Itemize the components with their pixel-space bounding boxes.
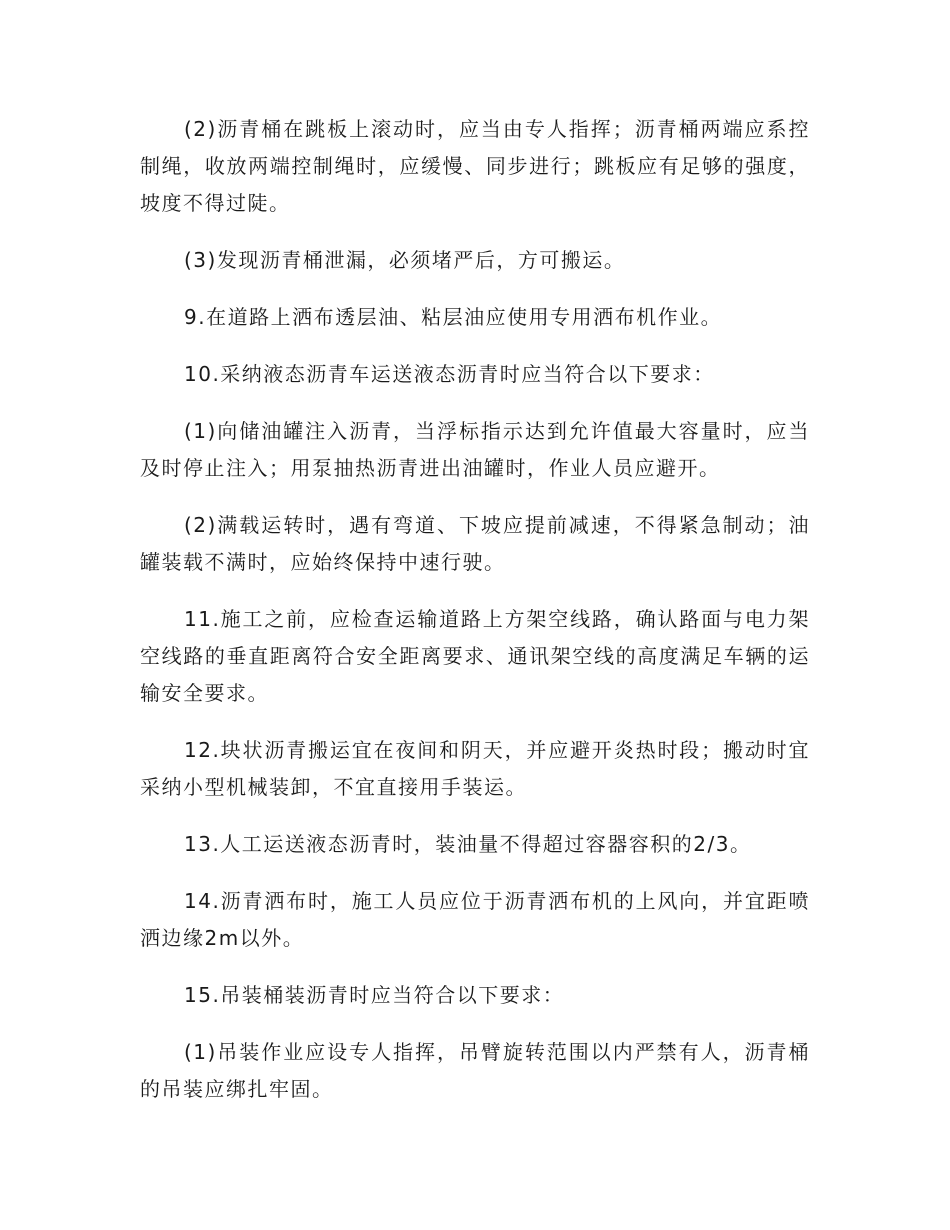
paragraph-13-manual-transport: 13.人工运送液态沥青时，装油量不得超过容器容积的2/3。: [184, 832, 752, 856]
paragraph-item-1-hoisting-command: (1)吊装作业应设专人指挥，吊臂旋转范围以内严禁有人，沥青桶的吊装应绑扎牢固。: [140, 1040, 810, 1101]
paragraph-item-2-barrel-rolling: (2)沥青桶在跳板上滚动时，应当由专人指挥；沥青桶两端应系控制绳，收放两端控制绳时，应缓慢、同步进行；跳板应有足够的强度，坡度不得过陡。: [140, 117, 810, 215]
paragraph-14-spraying-position: 14.沥青洒布时，施工人员应位于沥青洒布机的上风向，并宜距喷洒边缘2m以外。: [140, 889, 810, 950]
document-body: [140, 111, 810, 1128]
paragraph-item-1-tank-filling: (1)向储油罐注入沥青，当浮标指示达到允许值最大容量时，应当及时停止注入；用泵抽热沥青进出油罐时，作业人员应避开。: [140, 419, 810, 480]
paragraph-10-liquid-transport: 10.采纳液态沥青车运送液态沥青时应当符合以下要求：: [184, 362, 715, 386]
paragraph-item-2-full-load: (2)满载运转时，遇有弯道、下坡应提前减速，不得紧急制动；油罐装载不满时，应始终保持中速行驶。: [140, 513, 810, 574]
paragraph-12-block-asphalt: 12.块状沥青搬运宜在夜间和阴天，并应避开炎热时段；搬动时宜采纳小型机械装卸，不宜直接用手装运。: [140, 738, 810, 799]
paragraph-15-hoisting: 15.吊装桶装沥青时应当符合以下要求：: [184, 983, 565, 1007]
paragraph-11-overhead-lines: 11.施工之前，应检查运输道路上方架空线路，确认路面与电力架空线路的垂直距离符合安全距离要求、通讯架空线的高度满足车辆的运输安全要求。: [140, 607, 810, 705]
paragraph-9-spraying: 9.在道路上洒布透层油、粘层油应使用专用洒布机作业。: [184, 305, 723, 329]
paragraph-item-3-leak: (3)发现沥青桶泄漏，必须堵严后，方可搬运。: [184, 248, 626, 272]
